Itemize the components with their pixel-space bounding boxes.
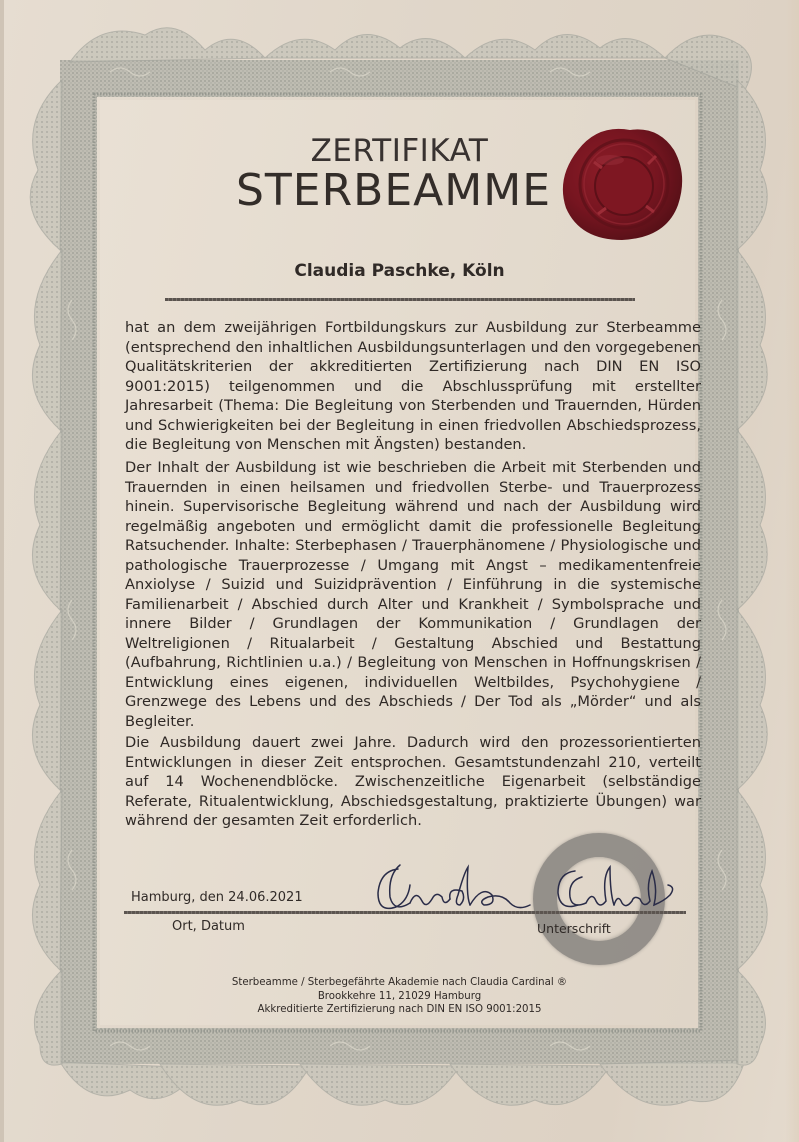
place-date-label: Ort, Datum [172,919,245,934]
paragraph-duration: Die Ausbildung dauert zwei Jahre. Dadurch wird den prozessorientierten Entwicklungen in dieser Zeit entsprochen. Gesamtstundenzahl 210, verteilt auf 14 Wochenendblöcke. Zwischenzeitliche Eigenarbeit (selbständige Referate, Ritualentwicklung, Abschiedsgestaltung, praktizierte Übungen) war während der gesamten Zeit erforderlich. [125,734,701,829]
issuer-name: Sterbeamme / Sterbegefährte Akademie nach Claudia Cardinal ® [231,977,568,988]
paragraph-content: Der Inhalt der Ausbildung ist wie beschrieben die Arbeit mit Sterbenden und Trauernden in einen heilsamen und friedvollen Sterbe- und Trauerprozess hinein. Supervisorische Begleitung während und nach der Ausbildung wird regelmäßig angeboten und ermöglicht damit die professionelle Begleitung Ratsuchender. Inhalte: Sterbephasen / Trauerphänomene / Physiologische und pathologische Trauerprozesse / Umgang mit Angst – medikamentenfreie Anxiolyse / Suizid und Suizidprävention / Einführung in die systemische Familienarbeit / Abschied durch Alter und Krankheit / Symbolsprache und innere Bilder / Grundlagen der Kommunikation / Grundlagen der Weltreligionen / Ritualarbeit / Gestaltung Abschied und Bestattung (Aufbahrung, Richtlinien u.a.) / Begleitung von Menschen in Hoffnungskrisen / Entwicklung eines eigenen, individuellen Weltbildes, Psychohygiene / Grenzwege des Lebens und des Abschieds / Der Tod als „Mörder“ und als Begleiter. [125,459,701,730]
signature-label: Unterschrift [537,921,611,936]
place-date-value: Hamburg, den 24.06.2021 [131,890,303,905]
certificate-title: ZERTIFIKAT [310,132,489,169]
recipient-name: Claudia Paschke, Köln [294,261,505,281]
issuer-footer [0,976,799,1017]
wax-seal-icon [558,120,686,242]
accreditation-note: Akkreditierte Zertifizierung nach DIN EN ISO 9001:2015 [257,1004,542,1015]
paragraph-completion: hat an dem zweijährigen Fortbildungskurs zur Ausbildung zur Sterbeamme (entsprechend den inhaltlichen Ausbildungsunterlagen und den vorgegebenen Qualitätskriterien der akkreditierten Zertifizierung nach DIN EN ISO 9001:2015) teilgenommen und die Abschlussprüfung mit erstellter Jahresarbeit (Thema: Die Begleitung von Sterbenden und Trauernden, Hürden und Schwierigkeiten bei der Begleitung in einen friedvollen Abschiedsprozess, die Begleitung von Menschen mit Ängsten) bestanden. [125,319,701,453]
certificate-subtitle: STERBEAMME [236,165,551,216]
handwritten-signature-icon [370,855,690,925]
name-divider [165,298,635,301]
issuer-address: Brookkehre 11, 21029 Hamburg [317,990,482,1002]
signature-line [124,911,686,914]
